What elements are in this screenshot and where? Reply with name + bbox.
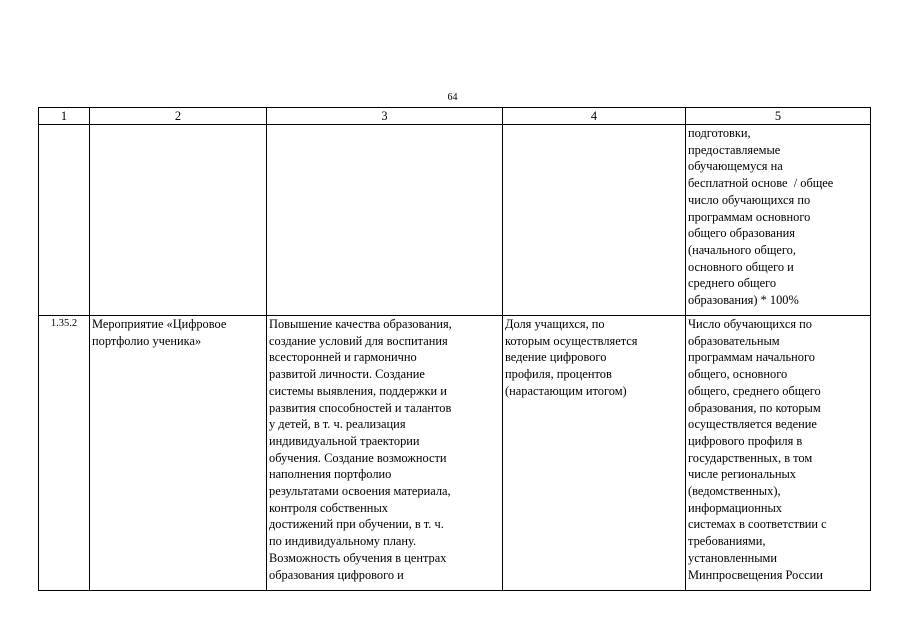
header-col-2: 2 xyxy=(90,108,267,125)
cell-text-line: Мероприятие «Цифровое xyxy=(92,317,227,331)
cell-text-line: образования, по которым xyxy=(688,400,821,415)
table-row-1-35-2 xyxy=(39,316,871,591)
header-col-3: 3 xyxy=(267,108,503,125)
cell-text-line: образования цифрового и xyxy=(269,567,404,582)
row-number: 1.35.2 xyxy=(39,316,90,591)
continued-col-3 xyxy=(267,125,503,316)
header-col-4: 4 xyxy=(503,108,686,125)
continued-col-2 xyxy=(90,125,267,316)
cell-text-line: ведение цифрового xyxy=(505,350,607,365)
cell-text-line: осуществляется ведение xyxy=(688,417,817,432)
header-col-1: 1 xyxy=(39,108,90,125)
cell-text-line: общего, основного xyxy=(688,367,788,382)
document-table xyxy=(38,107,871,591)
continued-col-4 xyxy=(503,125,686,316)
cell-text-line: достижений при обучении, в т. ч. xyxy=(269,517,444,532)
cell-text-line: развития способностей и талантов xyxy=(269,400,452,415)
cell-text-line: контроля собственных xyxy=(269,500,388,515)
cell-text-line: индивидуальной траектории xyxy=(269,433,420,448)
cell-text-line: общего образования xyxy=(688,226,795,241)
description-cell xyxy=(267,316,503,591)
cell-text-line: наполнения портфолио xyxy=(269,467,392,482)
indicator-cell xyxy=(503,316,686,591)
cell-text-line: (ведомственных), xyxy=(688,484,781,499)
cell-text-line: основного общего и xyxy=(688,259,794,274)
cell-text-line: образовательным xyxy=(688,333,780,348)
cell-text-line: предоставляемые xyxy=(688,142,781,157)
cell-text-line: общего, среднего общего xyxy=(688,383,821,398)
cell-text-line: государственных, в том xyxy=(688,450,813,465)
event-name-cell xyxy=(90,316,267,591)
cell-text-line: которым осуществляется xyxy=(505,333,638,348)
cell-text-line: обучения. Создание возможности xyxy=(269,450,447,465)
cell-text-line: подготовки, xyxy=(688,126,751,140)
cell-text-line: по индивидуальному плану. xyxy=(269,534,417,549)
continued-col-5 xyxy=(686,125,871,316)
page-number: 64 xyxy=(447,92,458,103)
cell-text-line: системы выявления, поддержки и xyxy=(269,383,447,398)
cell-text-line: (нарастающим итогом) xyxy=(505,383,627,398)
cell-text-line: (начального общего, xyxy=(688,242,796,257)
cell-text-line: информационных xyxy=(688,500,782,515)
cell-text-line: среднего общего xyxy=(688,276,777,291)
formula-cell xyxy=(686,316,871,591)
cell-text-line: программам основного xyxy=(688,209,811,224)
table-header-row xyxy=(39,108,871,125)
cell-text-line: портфолио ученика» xyxy=(92,333,202,348)
cell-text-line: системах в соответствии с xyxy=(688,517,827,532)
cell-text-line: число обучающихся по xyxy=(688,192,811,207)
cell-text-line: установленными xyxy=(688,550,778,565)
cell-text-line: создание условий для воспитания xyxy=(269,333,448,348)
cell-text-line: Повышение качества образования, xyxy=(269,317,452,331)
cell-text-line: бесплатной основе / общее xyxy=(688,176,834,191)
cell-text-line: программам начального xyxy=(688,350,815,365)
cell-text-line: результатами освоения материала, xyxy=(269,484,451,499)
cell-text-line: цифрового профиля в xyxy=(688,433,803,448)
cell-text-line: образования) * 100% xyxy=(688,293,799,308)
cell-text-line: профиля, процентов xyxy=(505,367,612,382)
cell-text-line: Число обучающихся по xyxy=(688,317,813,331)
cell-text-line: у детей, в т. ч. реализация xyxy=(269,417,406,432)
cell-text-line: всесторонней и гармонично xyxy=(269,350,417,365)
cell-text-line: требованиями, xyxy=(688,534,766,549)
table-row-continued xyxy=(39,125,871,316)
continued-col-1 xyxy=(39,125,90,316)
cell-text-line: Возможность обучения в центрах xyxy=(269,550,447,565)
cell-text-line: Минпросвещения России xyxy=(688,567,823,582)
cell-text-line: развитой личности. Создание xyxy=(269,367,425,382)
cell-text-line: Доля учащихся, по xyxy=(505,317,605,331)
header-col-5: 5 xyxy=(686,108,871,125)
cell-text-line: обучающемуся на xyxy=(688,159,783,174)
cell-text-line: числе региональных xyxy=(688,467,796,482)
